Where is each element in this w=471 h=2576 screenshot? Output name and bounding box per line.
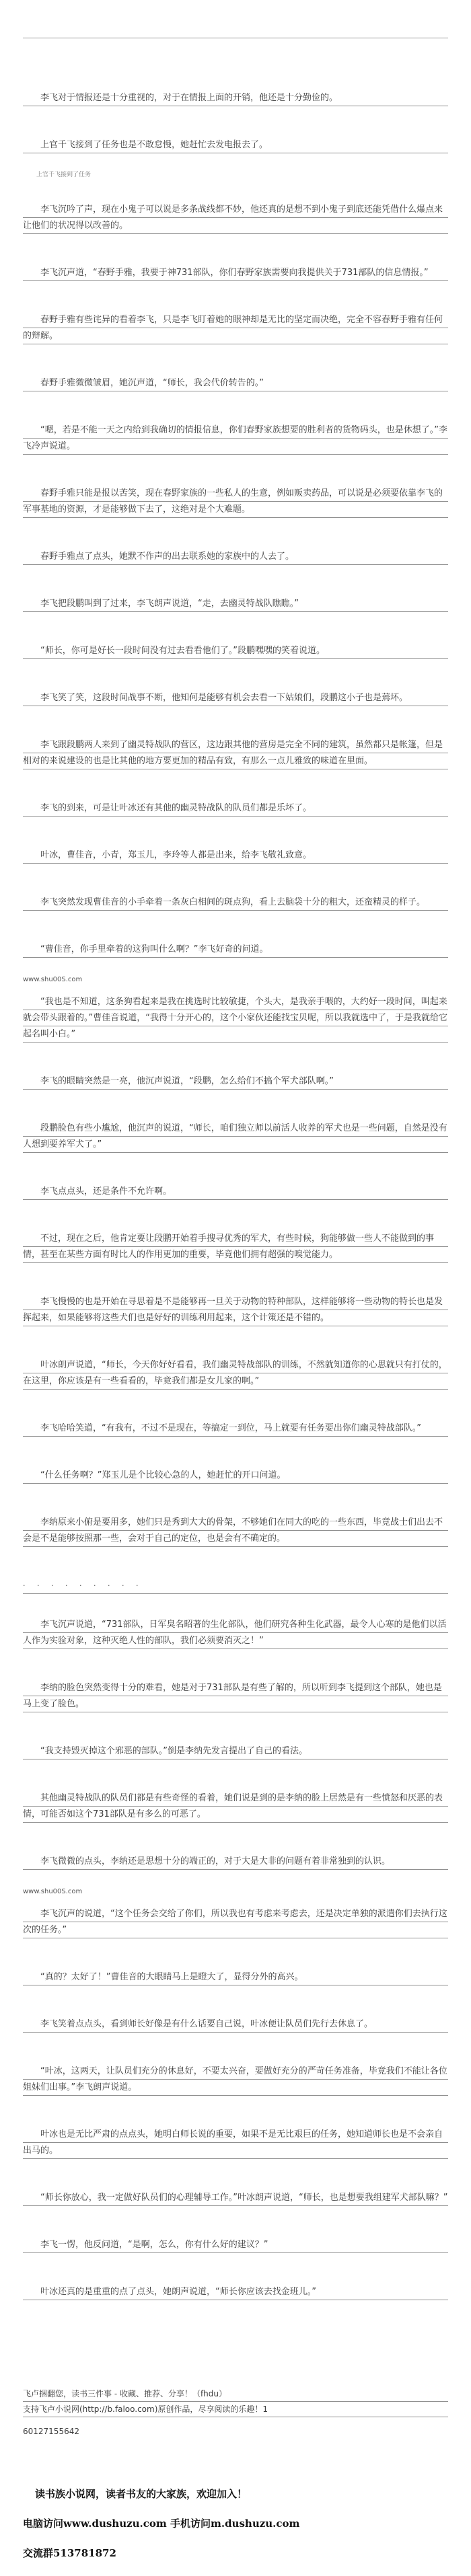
section-dots: · · · · · · · · · — [23, 1578, 448, 1594]
paragraph: 李飞跟段鹏两人来到了幽灵特战队的营区，这边跟其他的营房是完全不同的建筑，虽然都只是帐篷，但是相对的来说建设的也是比其他的地方要更加的精品有致，有那么一点儿雅致的味道在里面。 — [23, 737, 448, 778]
paragraph: 其他幽灵特战队的队员们都是有些奇怪的看着，她们说是到的是李纳的脸上居然是有一些愤怒和厌恶的表情，可能否如这个731部队是有多么的可恶了。 — [23, 1790, 448, 1831]
paragraph: 李纳原来小俯是要用多，她们只是秀到大大的骨架，不够她们在同大的吃的一些东西，毕竟战士们出去不会是不是能够按照那一些，会对于自己的定位，也是会有不确定的。 — [23, 1515, 448, 1555]
paragraph: 段鹏脸色有些小尴尬，他沉声的说道，“师长，咱们独立师以前活人收养的军犬也是一些问题，自然是没有人想到要养军犬了。” — [23, 1121, 448, 1161]
paragraph: 春野手雅有些诧异的看着李飞，只是李飞盯着她的眼神却是无比的坚定而决绝，完全不容春野手雅有任何的辩解。 — [23, 312, 448, 352]
ad-welcome: 读书族小说网，读者书友的大家族，欢迎加入！ — [35, 2488, 248, 2500]
paragraph: 叶冰还真的是重重的点了点头，她朗声说道，“师长你应该去找金班儿。” — [23, 2284, 448, 2308]
watermark: www.shu00S.com — [23, 1888, 83, 1895]
paragraph: 春野手雅点了点头，她默不作声的出去联系她的家族中的人去了。 — [23, 549, 448, 573]
paragraph: 李飞慢慢的也是开始在寻思着是不是能够再一旦关于动物的特种部队，这样能够将一些动物的特长也是发挥起来，如果能够将这些犬们也是好好的训练利用起来，这个计策还是不错的。 — [23, 1294, 448, 1334]
paragraph: “真的？太好了！”曹佳音的大眼睛马上是瞪大了，显得分外的高兴。 — [23, 1969, 448, 1994]
paragraph: 李飞沉声的说道，“这个任务会交给了你们，所以我也有考虑来考虑去，还是决定单独的派遣你们去执行这次的任务。” — [23, 1906, 448, 1946]
paragraph: 李飞把段鹏叫到了过来，李飞朗声说道，“走，去幽灵特战队瞧瞧。” — [23, 596, 448, 620]
paragraph: 叶冰，曹佳音，小青，郑玉儿，李玲等人都是出来，给李飞敬礼致意。 — [23, 847, 448, 872]
paragraph: “师长，你可是好长一段时间没有过去看看他们了。”段鹏嘿嘿的笑着说道。 — [23, 643, 448, 667]
paragraph: 不过，现在之后，他肯定要让段鹏开始着手搜寻优秀的军犬，有些时候，狗能够做一些人不能做到的事情，甚至在某些方面有时比人的作用更加的重要，毕竟他们拥有超强的嗅觉能力。 — [23, 1231, 448, 1271]
paragraph: 李飞笑了笑，这段时间战事不断，他知何是能够有机会去看一下姑娘们，段鹏这小子也是蔫坏。 — [23, 690, 448, 714]
paragraph: “嗯，若是不能一天之内给到我确切的情报信息，你们春野家族想要的胜利者的货物码头，也是休想了。”李飞冷声说道。 — [23, 422, 448, 463]
footer-number: 60127155642 — [23, 2427, 79, 2436]
paragraph: 李飞哈哈笑道，“有我有，不过不是现在，等搞定一到位，马上就要有任务要出你们幽灵特战部队。” — [23, 1420, 448, 1445]
paragraph: 叶冰朗声说道，“师长，今天你好好看看，我们幽灵特战部队的训练，不然就知道你的心思就只有打仗的，在这里，你应该是有一些看看的，毕竟我们都是女儿家的啊。” — [23, 1357, 448, 1398]
paragraph: “我也是不知道，这条狗看起来是我在挑选时比较敏捷，个头大，是我亲手喂的，大约好一段时间，叫起来就会带头跟着的。”曹佳音说道，“我得十分开心的，这个小家伙还能找宝贝呢，所以我就选中了，于是我就给它起名叫小白。” — [23, 994, 448, 1051]
paragraph: “什么任务啊？”郑玉儿是个比较心急的人，她赶忙的开口问道。 — [23, 1468, 448, 1492]
site-ad-block — [23, 2482, 448, 2571]
paragraph: 李飞的到来，可是让叶冰还有其他的幽灵特战队的队员们都是乐坏了。 — [23, 800, 448, 825]
paragraph: 李飞沉吟了声，现在小鬼子可以说是多条战线都不妙，他还真的是想不到小鬼子到底还能凭借什么爆点来让他们的状况得以改善的。 — [23, 202, 448, 242]
paragraph: 李飞点点头，还是条件不允许啊。 — [23, 1184, 448, 1208]
footer-reminder: 飞卢捆翻您，读书三件事 - 收藏、推荐、分享！（fhdu） — [23, 2386, 448, 2402]
paragraph: 李飞笑着点点头，看到师长好像是有什么话要自己说，叶冰便让队员们先行去休息了。 — [23, 2016, 448, 2041]
paragraph: 李飞对于情报还是十分重视的，对于在情报上面的开销，他还是十分勤俭的。 — [23, 90, 448, 114]
paragraph: 春野手雅微微皱眉，她沉声道，“师长，我会代价转告的。” — [23, 375, 448, 400]
paragraph: 李飞一愣，他反问道，“是啊，怎么，你有什么好的建议？” — [23, 2237, 448, 2261]
paragraph: “叶冰，这两天，让队员们充分的休息好，不要太兴奋，要做好充分的严苛任务准备，毕竟我们不能让各位姐妹们出事。”李飞朗声说道。 — [23, 2063, 448, 2104]
paragraph: 李飞沉声道，“春野手雅，我要于神731部队，你们春野家族需要向我提供关于731部队的信息情报。” — [23, 265, 448, 289]
paragraph: 叶冰也是无比严肃的点点头，她明白师长说的重要，如果不是无比艰巨的任务，她知道师长也是不会亲自出马的。 — [23, 2127, 448, 2167]
chapter-footer — [23, 2386, 448, 2439]
ad-access-links[interactable]: 电脑访问www.dushuzu.com 手机访问m.dushuzu.com — [23, 2517, 300, 2530]
paragraph: 春野手雅只能是报以苦笑，现在春野家族的一些私人的生意，例如贩卖药品，可以说是必须要依靠李飞的军事基地的资源，才是能够做下去了，这绝对是个大难题。 — [23, 486, 448, 526]
paragraph: 李飞突然发现曹佳音的小手牵着一条灰白相间的斑点狗，看上去脑袋十分的粗大，还蛮精灵的样子。 — [23, 895, 448, 919]
paragraph: “曹佳音，你手里牵着的这狗叫什么啊？”李飞好奇的问道。 — [23, 942, 448, 966]
aside-note: 上官千飞接到了任务 — [36, 172, 92, 178]
paragraph: 李飞微微的点头，李纳还是思想十分的端正的，对于大是大非的问题有着非常独到的认识。 — [23, 1854, 448, 1878]
paragraph: 李纳的脸色突然变得十分的难看，她是对于731部队是有些了解的，所以听到李飞提到这个部队，她也是马上变了脸色。 — [23, 1680, 448, 1720]
ad-group-number: 交流群513781872 — [23, 2547, 116, 2559]
watermark: www.shu00S.com — [23, 976, 83, 983]
paragraph: “师长你放心，我一定做好队员们的心理辅导工作。”叶冰朗声说道，“师长，也是想要我组建军犬部队嘛？” — [23, 2190, 448, 2214]
story-body — [23, 90, 448, 2331]
paragraph: 李飞沉声说道，“731部队，日军臭名昭著的生化部队，他们研究各种生化武器，最令人心寒的是他们以活人作为实验对象，这种灭绝人性的部队，我们必须要消灭之！” — [23, 1617, 448, 1657]
paragraph: 上官千飞接到了任务也是不敢怠慢，她赶忙去发电报去了。 — [23, 137, 448, 161]
paragraph: 李飞的眼睛突然是一亮，他沉声说道，“段鹏，怎么给们不搞个军犬部队啊。” — [23, 1073, 448, 1098]
footer-support-link[interactable]: 支持飞卢小说网(http://b.faloo.com)原创作品，尽享阅读的乐趣！1 — [23, 2402, 448, 2417]
paragraph: “我支持毁灭掉这个邪恶的部队。”倒是李纳先发言提出了自己的看法。 — [23, 1743, 448, 1768]
